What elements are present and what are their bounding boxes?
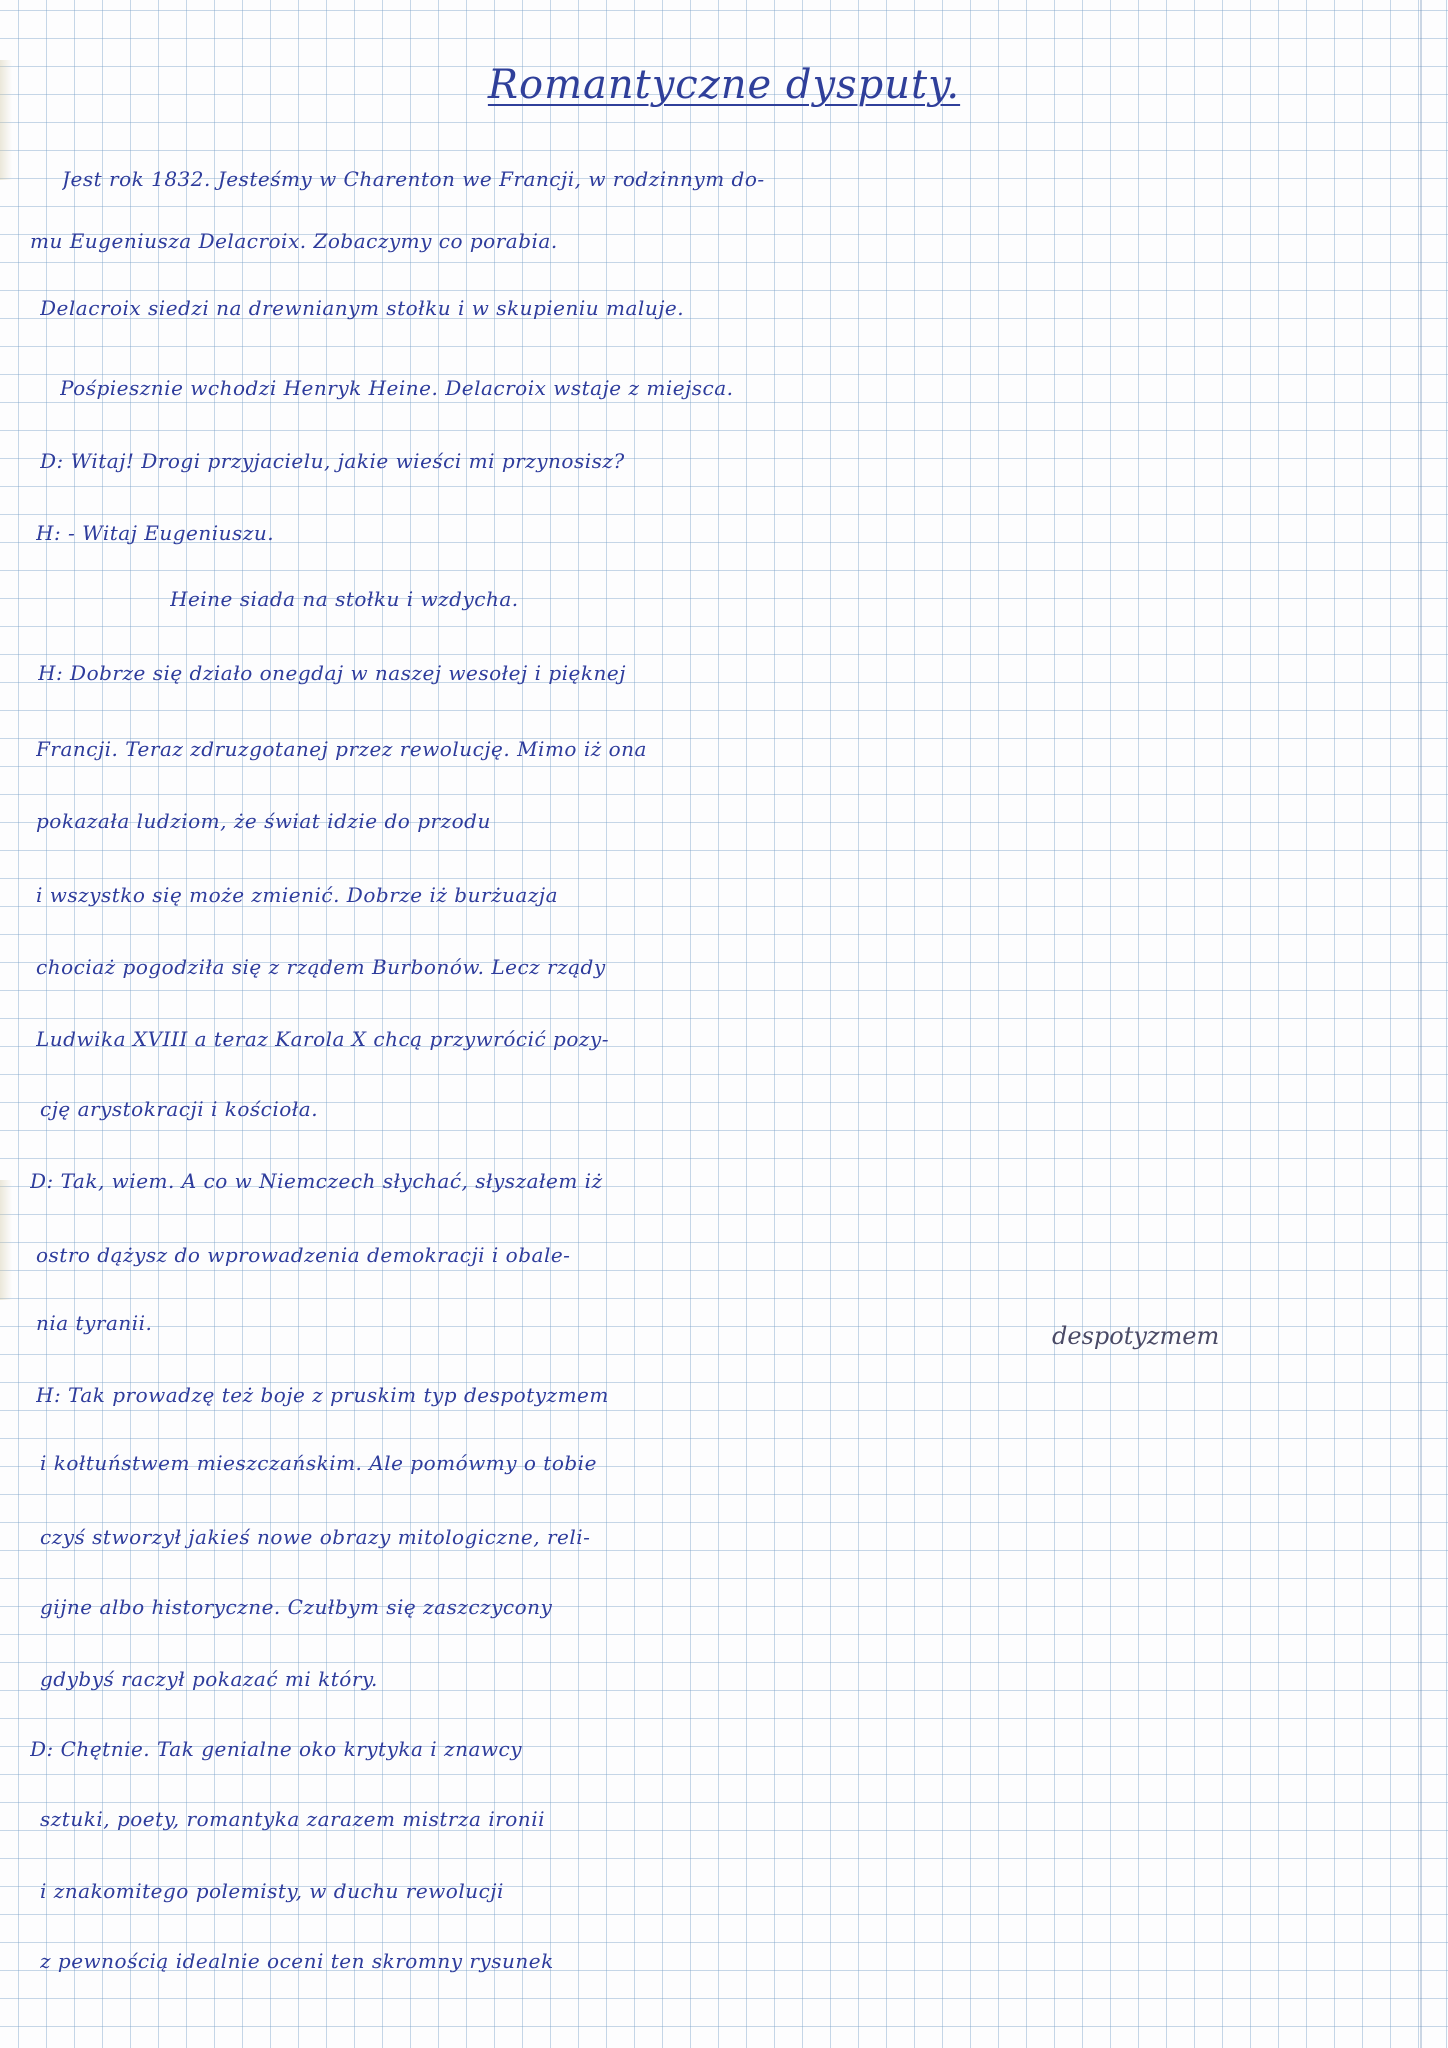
text-line: czyś stworzył jakieś nowe obrazy mitologiczne, reli- [40,1525,591,1549]
text-line: Jest rok 1832. Jesteśmy w Charenton we Francji, w rodzinnym do- [62,167,765,191]
text-line: z pewnością idealnie oceni ten skromny rysunek [40,1949,554,1973]
inserted-word-annotation: despotyzmem [1052,1322,1220,1350]
text-line: ostro dążysz do wprowadzenia demokracji i obale- [36,1243,571,1267]
text-line: Pośpiesznie wchodzi Henryk Heine. Delacroix wstaje z miejsca. [60,376,734,400]
text-line: H: Tak prowadzę też boje z pruskim typ despotyzmem [36,1383,609,1407]
essay-title: Romantyczne dysputy. [487,62,961,108]
text-line: Francji. Teraz zdruzgotanej przez rewolucję. Mimo iż ona [36,737,647,761]
text-line: pokazała ludziom, że świat idzie do przodu [36,809,491,833]
text-line: D: Chętnie. Tak genialne oko krytyka i znawcy [30,1737,523,1761]
text-line: D: Tak, wiem. A co w Niemczech słychać, słyszałem iż [30,1169,603,1193]
text-line: i wszystko się może zmienić. Dobrze iż burżuazja [36,883,559,907]
text-line: H: - Witaj Eugeniuszu. [36,521,275,545]
text-line: gijne albo historyczne. Czułbym się zaszczycony [40,1595,553,1619]
text-line: H: Dobrze się działo onegdaj w naszej wesołej i pięknej [38,661,626,685]
text-line: nia tyranii. [36,1311,153,1335]
text-line: Delacroix siedzi na drewnianym stołku i w skupieniu maluje. [40,296,685,320]
text-line: i kołtuństwem mieszczańskim. Ale pomówmy o tobie [40,1451,597,1475]
text-line: cję arystokracji i kościoła. [40,1097,319,1121]
text-line: chociaż pogodziła się z rządem Burbonów. Lecz rządy [36,955,606,979]
text-line: Ludwika XVIII a teraz Karola X chcą przywrócić pozy- [36,1027,609,1051]
text-line: mu Eugeniusza Delacroix. Zobaczymy co porabia. [30,229,558,253]
text-line: gdybyś raczył pokazać mi który. [40,1667,378,1691]
text-line: i znakomitego polemisty, w duchu rewolucji [40,1879,504,1903]
text-line: D: Witaj! Drogi przyjacielu, jakie wieści mi przynosisz? [40,449,625,473]
text-line: Heine siada na stołku i wzdycha. [170,587,519,611]
text-line: sztuki, poety, romantyka zarazem mistrza ironii [40,1807,545,1831]
binding-shadow [0,1180,12,1300]
